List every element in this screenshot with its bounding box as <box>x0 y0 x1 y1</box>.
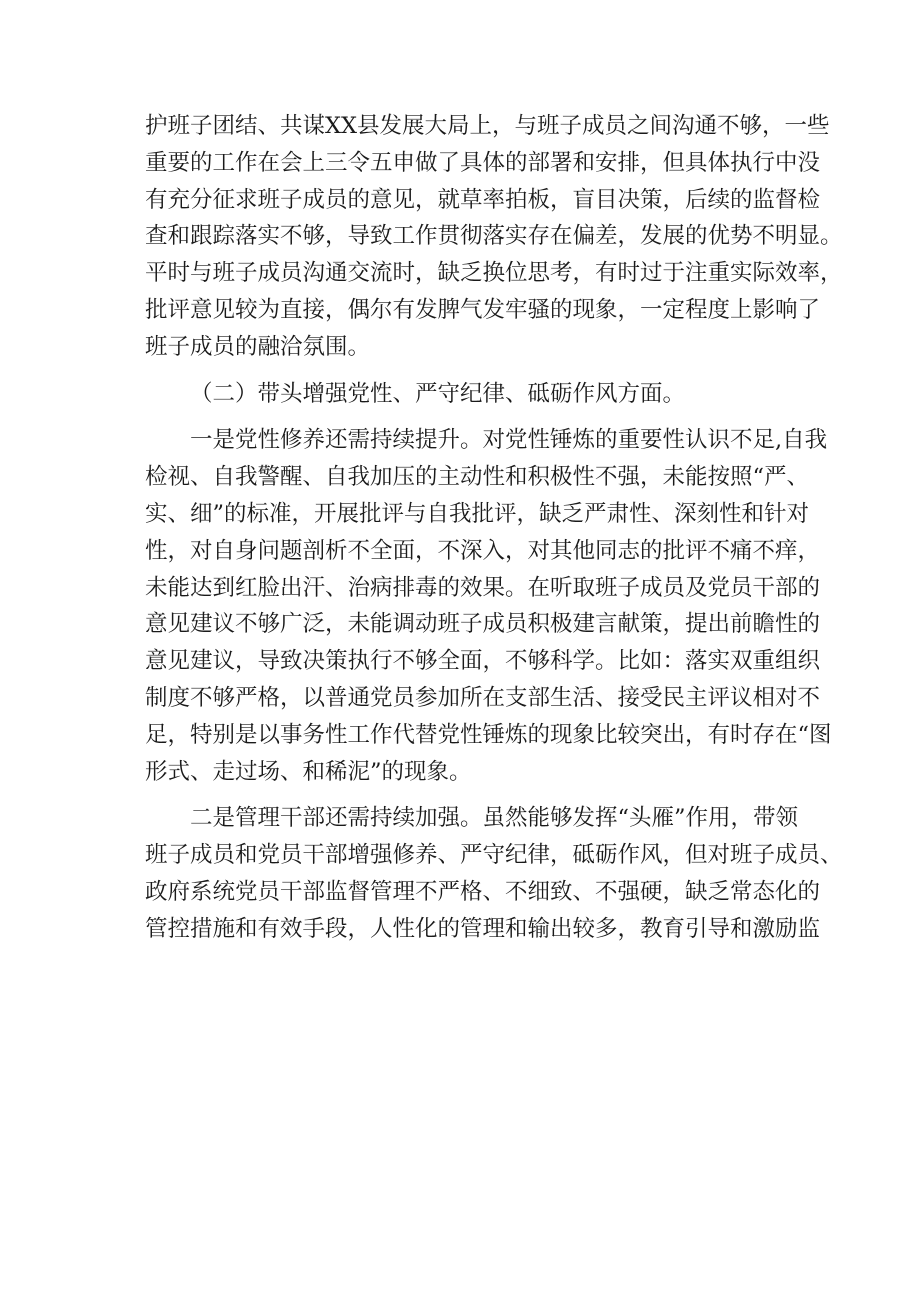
text-line: 护班子团结、共谋XX县发展大局上，与班子成员之间沟通不够，一些 <box>145 113 830 139</box>
text-line: 意见建议，导致决策执行不够全面，不够科学。比如：落实双重组织 <box>145 648 821 675</box>
text-line: 未能达到红脸出汗、治病排毒的效果。在听取班子成员及党员干部的 <box>145 574 821 601</box>
paragraph-cadre-management <box>145 800 843 947</box>
text-line: 实、细”的标准，开展批评与自我批评，缺乏严肃性、深刻性和针对 <box>145 500 810 527</box>
text-line: 意见建议不够广泛，未能调动班子成员积极建言献策，提出前瞻性的 <box>145 611 821 638</box>
paragraph-party-spirit <box>145 422 832 790</box>
section-heading-text: （二）带头增强党性、严守纪律、砥砺作风方面。 <box>190 380 686 407</box>
text-line: 重要的工作在会上三令五申做了具体的部署和安排，但具体执行中没 <box>145 149 821 176</box>
text-line: 批评意见较为直接，偶尔有发脾气发牢骚的现象，一定程度上影响了 <box>145 296 821 323</box>
text-line: 一是党性修养还需持续提升。对党性锤炼的重要性认识不足,自我 <box>190 427 828 454</box>
text-line: 检视、自我警醒、自我加压的主动性和积极性不强，未能按照“严、 <box>145 464 810 491</box>
text-line: 查和跟踪落实不够，导致工作贯彻落实存在偏差，发展的优势不明显。 <box>145 223 843 250</box>
text-line: 有充分征求班子成员的意见，就草率拍板，盲目决策，后续的监督检 <box>145 186 821 213</box>
text-line: 性，对自身问题剖析不全面，不深入，对其他同志的批评不痛不痒， <box>145 537 821 564</box>
text-line: 班子成员的融洽氛围。 <box>145 333 371 360</box>
text-line: 足，特别是以事务性工作代替党性锤炼的现象比较突出，有时存在“图 <box>145 721 832 748</box>
text-line: 二是管理干部还需持续加强。虽然能够发挥“头雁”作用，带领 <box>190 805 799 832</box>
section-heading <box>145 376 805 413</box>
paragraph-communication <box>145 108 843 366</box>
text-line: 班子成员和党员干部增强修养、严守纪律，砥砺作风，但对班子成员、 <box>145 842 843 869</box>
text-line: 平时与班子成员沟通交流时，缺乏换位思考，有时过于注重实际效率， <box>145 260 843 287</box>
text-line: 制度不够严格，以普通党员参加所在支部生活、接受民主评议相对不 <box>145 684 821 711</box>
text-line: 政府系统党员干部监督管理不严格、不细致、不强硬，缺乏常态化的 <box>145 878 821 905</box>
document-body <box>145 108 843 948</box>
text-line: 管控措施和有效手段，人性化的管理和输出较多，教育引导和激励监 <box>145 915 821 942</box>
text-line: 形式、走过场、和稀泥”的现象。 <box>145 758 472 785</box>
